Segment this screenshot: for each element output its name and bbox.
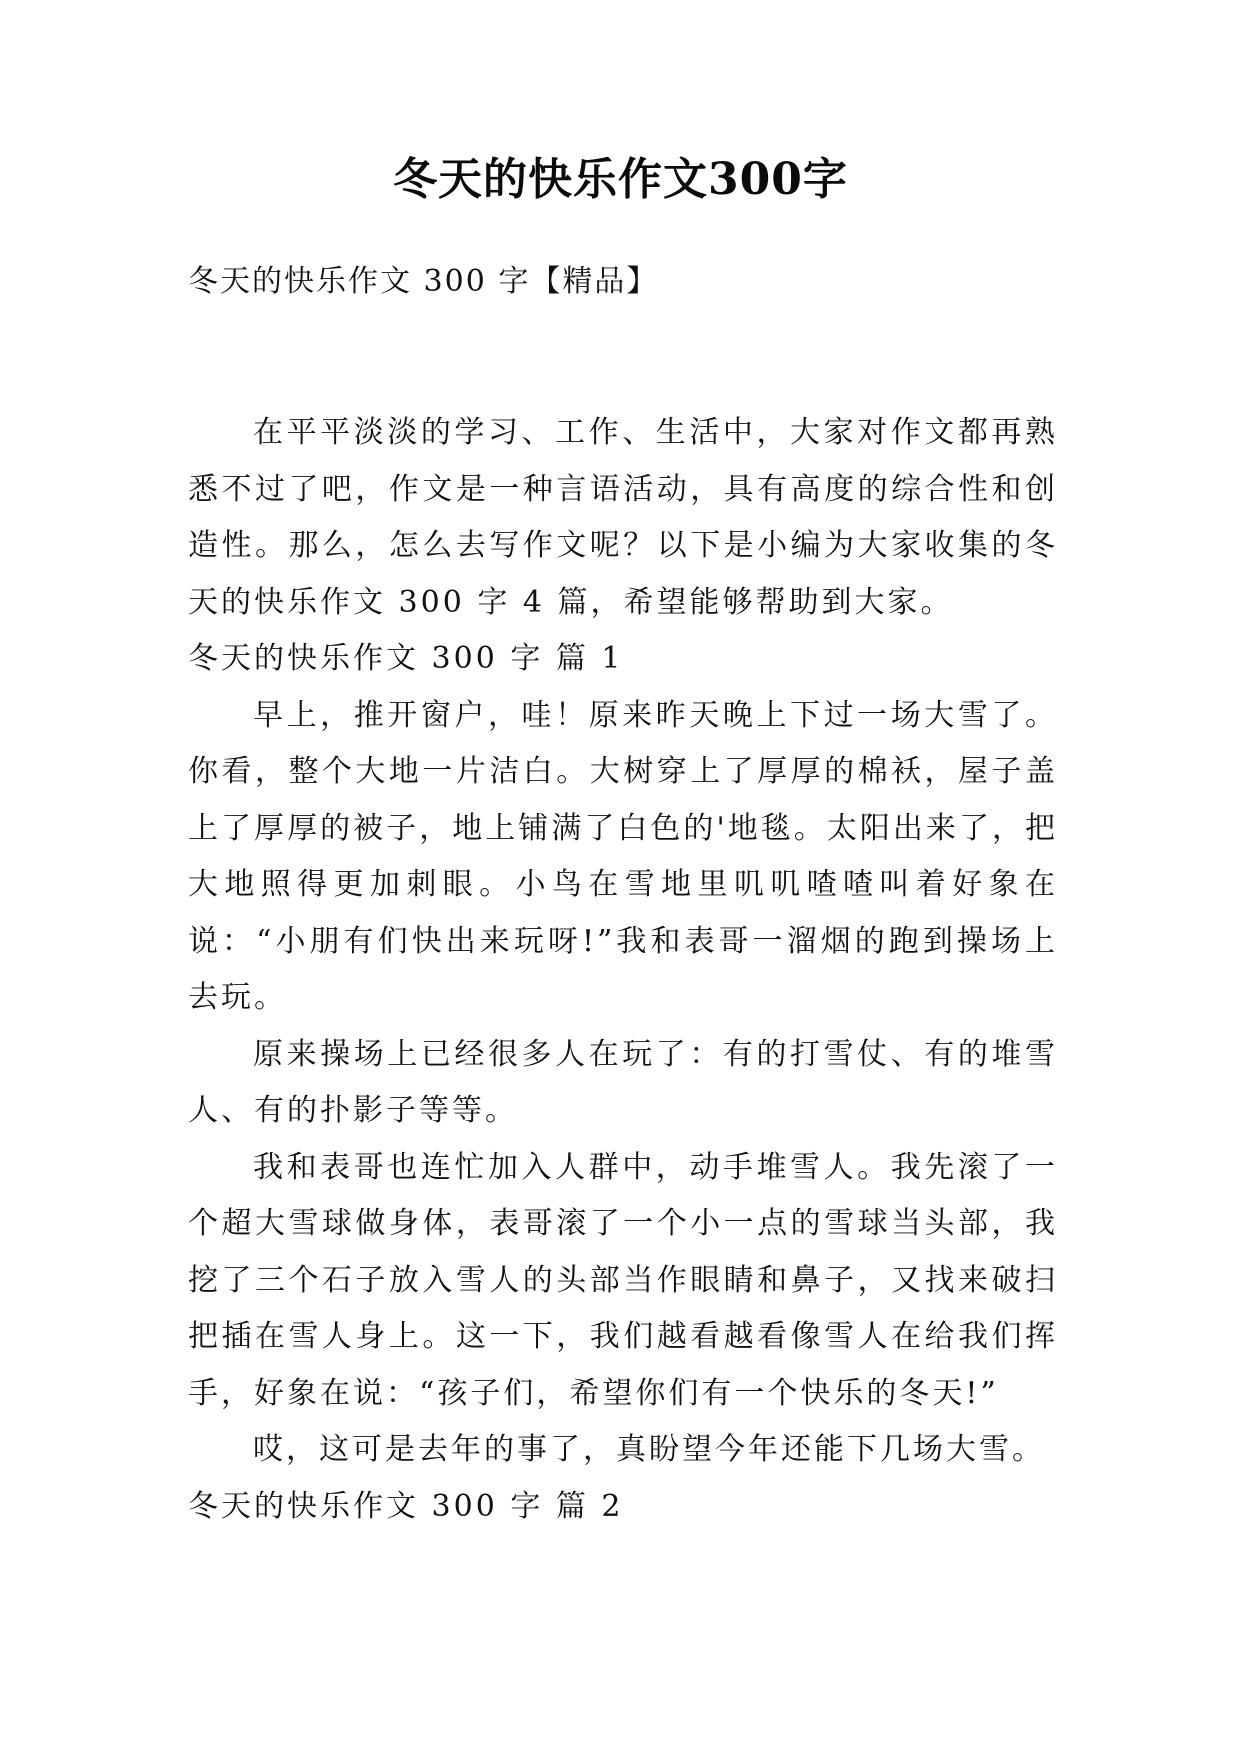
section-1-paragraph-2: 原来操场上已经很多人在玩了：有的打雪仗、有的堆雪人、有的扑影子等等。	[188, 1036, 1058, 1128]
page-title: 冬天的快乐作文300字	[393, 154, 848, 205]
section-1-paragraph-3: 我和表哥也连忙加入人群中，动手堆雪人。我先滚了一个超大雪球做身体，表哥滚了一个小一点的雪球当头部，我挖了三个石子放入雪人的头部当作眼睛和鼻子，又找来破扫把插在雪人身上。这一下，我们越看越看像雪人在给我们挥手，好象在说：“孩子们，希望你们有一个快乐的冬天!”	[188, 1149, 1058, 1411]
document-subtitle: 冬天的快乐作文 300 字【精品】	[188, 264, 659, 299]
section-heading-1: 冬天的快乐作文 300 字 篇 1	[188, 641, 624, 676]
document-body	[188, 405, 1058, 1535]
section-1-paragraph-4: 哎，这可是去年的事了，真盼望今年还能下几场大雪。	[253, 1432, 1045, 1467]
section-heading-2: 冬天的快乐作文 300 字 篇 2	[188, 1488, 624, 1524]
section-1-paragraph-1: 早上，推开窗户，哇！原来昨天晚上下过一场大雪了。你看，整个大地一片洁白。大树穿上了厚厚的棉袄，屋子盖上了厚厚的被子，地上铺满了白色的'地毯。太阳出来了，把大地照得更加刺眼。小鸟在雪地里叽叽喳喳叫着好象在说：“小朋有们快出来玩呀!”我和表哥一溜烟的跑到操场上去玩。	[188, 697, 1058, 1015]
intro-paragraph: 在平平淡淡的学习、工作、生活中，大家对作文都再熟悉不过了吧，作文是一种言语活动，具有高度的综合性和创造性。那么，怎么去写作文呢？以下是小编为大家收集的冬天的快乐作文 300 字 4 篇，希望能够帮助到大家。	[188, 415, 1058, 620]
